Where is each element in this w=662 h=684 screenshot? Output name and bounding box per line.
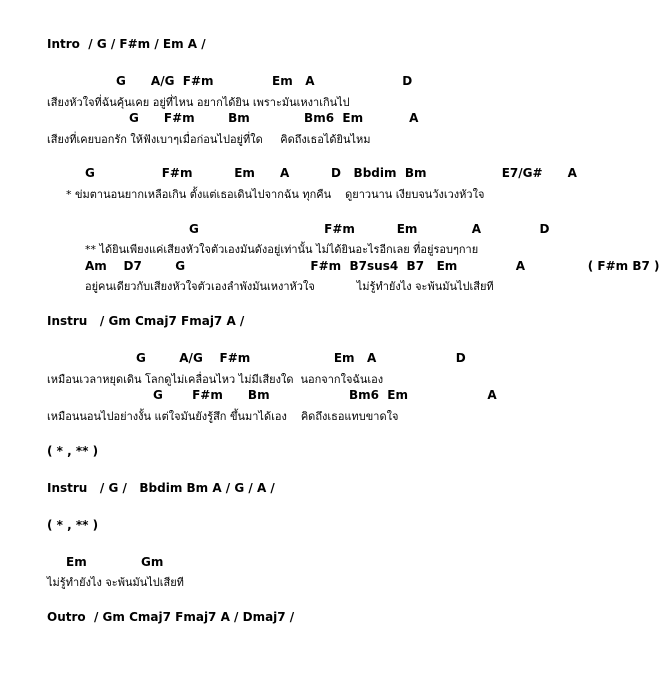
repeat-line-1: ( * , ** ) xyxy=(47,444,99,458)
ending-chords: Em Gm xyxy=(66,555,164,569)
verse1-lyrics-1: เสียงหัวใจที่ฉันคุ้นเคย อยู่ที่ไหน อยากได้ยิน เพราะมันเหงาเกินไป xyxy=(47,96,350,109)
chorus1-lyrics: * ข่มตานอนยากเหลือเกิน ตั้งแต่เธอเดินไปจากฉัน ทุกคืน ดูยาวนาน เงียบจนวังเวงหัวใจ xyxy=(66,188,485,201)
verse2-chords-2: G F#m Bm Bm6 Em A xyxy=(153,388,497,402)
intro-line: Intro / G / F#m / Em A / xyxy=(47,37,206,51)
instru-line-1: Instru / Gm Cmaj7 Fmaj7 A / xyxy=(47,314,245,328)
verse1-lyrics-2: เสียงที่เคยบอกรัก ให้ฟังเบาๆเมื่อก่อนไปอยู่ที่ใด คิดถึงเธอได้ยินไหม xyxy=(47,133,371,146)
verse1-chords-1: G A/G F#m Em A D xyxy=(116,74,413,88)
verse1-chords-2: G F#m Bm Bm6 Em A xyxy=(129,111,419,125)
repeat-line-2: ( * , ** ) xyxy=(47,518,99,532)
instru-line-2: Instru / G / Bbdim Bm A / G / A / xyxy=(47,481,275,495)
chorus2-chords-1: G F#m Em A D xyxy=(189,222,550,236)
verse2-lyrics-2: เหมือนนอนไปอย่างงั้น แต่ใจมันยังรู้สึก ขึ้นมาได้เอง คิดถึงเธอแทบขาดใจ xyxy=(47,410,399,423)
ending-lyrics: ไม่รู้ทำยังไง จะพ้นมันไปเสียที xyxy=(47,576,184,589)
outro-line: Outro / Gm Cmaj7 Fmaj7 A / Dmaj7 / xyxy=(47,610,295,624)
chorus1-chords: G F#m Em A D Bbdim Bm E7/G# A xyxy=(85,166,577,180)
verse2-lyrics-1: เหมือนเวลาหยุดเดิน โลกดูไม่เคลื่อนไหว ไม่มีเสียงใด นอกจากใจฉันเอง xyxy=(47,373,384,386)
verse2-chords-1: G A/G F#m Em A D xyxy=(136,351,466,365)
chorus2-lyrics-1: ** ได้ยินเพียงแค่เสียงหัวใจตัวเองมันดังอยู่เท่านั้น ไม่ได้ยินอะไรอีกเลย ที่อยู่รอบๆกาย xyxy=(85,243,479,256)
chorus2-lyrics-2: อยู่คนเดียวกับเสียงหัวใจตัวเองลำพังมันเหงาหัวใจ ไม่รู้ทำยังไง จะพ้นมันไปเสียที xyxy=(85,280,494,293)
chorus2-chords-2: Am D7 G F#m B7sus4 B7 Em A ( F#m B7 ) xyxy=(85,259,660,273)
